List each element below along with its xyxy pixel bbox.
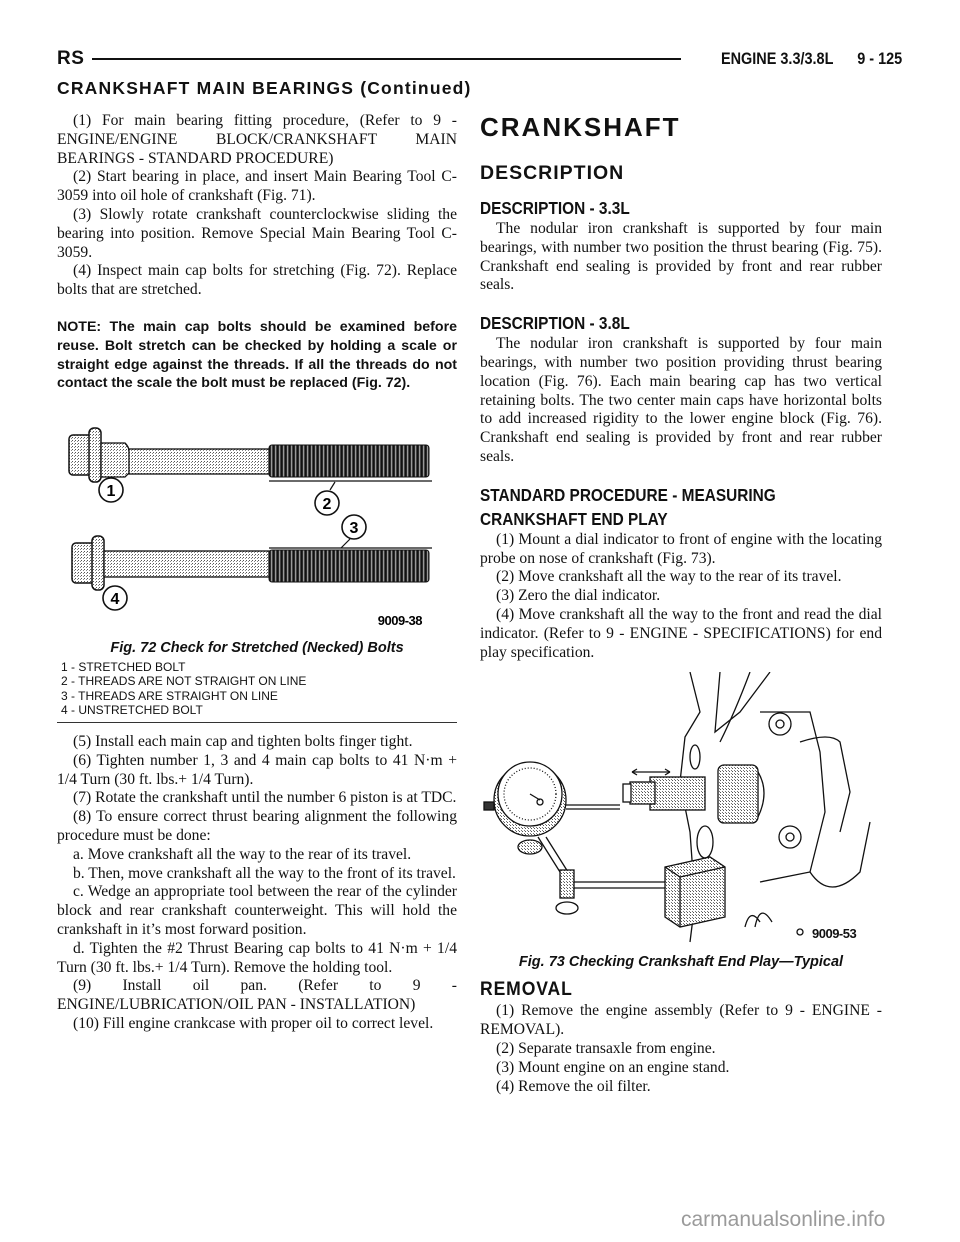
removal-step-3: (3) Mount engine on an engine stand. bbox=[496, 1058, 730, 1076]
svg-text:4: 4 bbox=[110, 591, 120, 609]
removal-step-4: (4) Remove the oil filter. bbox=[496, 1077, 651, 1095]
description-heading: DESCRIPTION bbox=[480, 162, 625, 184]
description-33-heading: DESCRIPTION - 3.3L bbox=[480, 198, 630, 218]
step-2: (2) Start bearing in place, and insert Main Bearing Tool C-3059 into oil hole of crankshaft (Fig. 71). bbox=[57, 168, 457, 205]
figure-72-caption: Fig. 72 Check for Stretched (Necked) Bolts bbox=[110, 640, 404, 657]
removal-step-1: (1) Remove the engine assembly (Refer to 9 - ENGINE - REMOVAL). bbox=[480, 1002, 882, 1039]
section-code: RS bbox=[57, 48, 85, 69]
legend-item: 2 - THREADS ARE NOT STRAIGHT ON LINE bbox=[61, 674, 307, 689]
step-1: (1) For main bearing fitting procedure, (Refer to 9 - ENGINE/ENGINE BLOCK/CRANKSHAFT MAIN BEARINGS - STANDARD PROCEDURE) bbox=[57, 112, 457, 167]
svg-text:9009-38: 9009-38 bbox=[377, 613, 422, 629]
figure-72-bolts-illustration bbox=[57, 395, 457, 640]
end-play-step-3: (3) Zero the dial indicator. bbox=[496, 587, 661, 605]
removal-step-2: (2) Separate transaxle from engine. bbox=[496, 1039, 716, 1057]
figure-73-dial-indicator-illustration bbox=[480, 672, 882, 954]
left-column bbox=[57, 112, 457, 1034]
end-play-step-4: (4) Move crankshaft all the way to the front and read the dial indicator. (Refer to 9 - ENGINE - SPECIFICATIONS) for end play specification. bbox=[480, 605, 882, 661]
chapter-title: ENGINE 3.3/3.8L bbox=[720, 49, 834, 68]
svg-text:3: 3 bbox=[349, 520, 359, 538]
step-8: (8) To ensure correct thrust bearing alignment the following procedure must be done: bbox=[57, 808, 457, 844]
dial-indicator-diagram-icon bbox=[480, 672, 882, 954]
svg-text:2: 2 bbox=[322, 496, 332, 514]
page-header bbox=[57, 48, 902, 70]
step-4: (4) Inspect main cap bolts for stretching (Fig. 72). Replace bolts that are stretched. bbox=[57, 262, 457, 299]
description-38-text: The nodular iron crankshaft is supported by four main bearings, with number two position providing thrust bearing location (Fig. 76). Each main bearing cap has two vertical retaining bolts. The two center main caps have horizontal bolts to add increased rigidity to the lower engine block (Fig. 76). Crankshaft end sealing is provided by front and rear rubber seals. bbox=[480, 335, 882, 465]
step-8a: a. Move crankshaft all the way to the rear of its travel. bbox=[73, 845, 412, 863]
end-play-heading-line2: CRANKSHAFT END PLAY bbox=[480, 508, 668, 529]
section-title-crankshaft: CRANKSHAFT bbox=[480, 112, 681, 142]
step-8d: d. Tighten the #2 Thrust Bearing cap bolts to 41 N·m + 1/4 Turn (30 ft. lbs.+ 1/4 Turn). Remove the holding tool. bbox=[57, 939, 457, 976]
step-7: (7) Rotate the crankshaft until the number 6 piston is at TDC. bbox=[73, 789, 457, 807]
description-38-heading: DESCRIPTION - 3.8L bbox=[480, 313, 630, 334]
watermark-link[interactable]: carmanualsonline.info bbox=[681, 1208, 886, 1231]
step-10: (10) Fill engine crankcase with proper oil to correct level. bbox=[73, 1014, 434, 1032]
step-6: (6) Tighten number 1, 3 and 4 main cap bolts to 41 N·m + 1/4 Turn (30 ft. lbs.+ 1/4 Turn). bbox=[57, 751, 457, 788]
step-9: (9) Install oil pan. (Refer to 9 - ENGINE/LUBRICATION/OIL PAN - INSTALLATION) bbox=[57, 977, 457, 1014]
figure-72-legend bbox=[61, 660, 457, 717]
header-rule bbox=[92, 58, 680, 60]
header-right bbox=[721, 49, 902, 69]
end-play-step-2: (2) Move crankshaft all the way to the rear of its travel. bbox=[496, 568, 842, 586]
figure-73-caption: Fig. 73 Checking Crankshaft End Play—Typical bbox=[518, 954, 844, 971]
right-column bbox=[480, 112, 882, 1096]
continued-title: CRANKSHAFT MAIN BEARINGS (Continued) bbox=[57, 78, 472, 98]
step-5: (5) Install each main cap and tighten bolts finger tight. bbox=[73, 732, 413, 750]
step-8b: b. Then, move crankshaft all the way to the front of its travel. bbox=[73, 864, 456, 882]
bolt-diagram-icon bbox=[57, 395, 457, 640]
page-number: 9 - 125 bbox=[857, 49, 902, 68]
legend-item: 4 - UNSTRETCHED BOLT bbox=[61, 702, 203, 717]
figure-divider bbox=[57, 722, 457, 723]
end-play-step-1: (1) Mount a dial indicator to front of engine with the locating probe on nose of crankshaft (Fig. 73). bbox=[480, 530, 882, 567]
legend-item: 1 - STRETCHED BOLT bbox=[61, 660, 186, 675]
end-play-heading-line1: STANDARD PROCEDURE - MEASURING bbox=[480, 484, 776, 505]
step-3: (3) Slowly rotate crankshaft counterclockwise sliding the bearing into position. Remove Special Main Bearing Tool C-3059. bbox=[57, 205, 457, 261]
removal-heading: REMOVAL bbox=[480, 978, 573, 1001]
bolt-note: NOTE: The main cap bolts should be examined before reuse. Bolt stretch can be checked by holding a scale or straight edge against the threads. If all the threads do not contact the scale the bolt must be replaced (Fig. 72). bbox=[57, 318, 457, 392]
legend-item: 3 - THREADS ARE STRAIGHT ON LINE bbox=[61, 688, 278, 703]
svg-text:9009-53: 9009-53 bbox=[812, 926, 857, 942]
description-33-text: The nodular iron crankshaft is supported by four main bearings, with number two position the thrust bearing (Fig. 75). Crankshaft end sealing is provided by front and rear rubber seals. bbox=[480, 220, 882, 294]
step-8c: c. Wedge an appropriate tool between the rear of the cylinder block and rear crankshaft counterweight. This will hold the crankshaft in it’s most forward position. bbox=[57, 883, 457, 938]
svg-text:1: 1 bbox=[106, 483, 116, 501]
